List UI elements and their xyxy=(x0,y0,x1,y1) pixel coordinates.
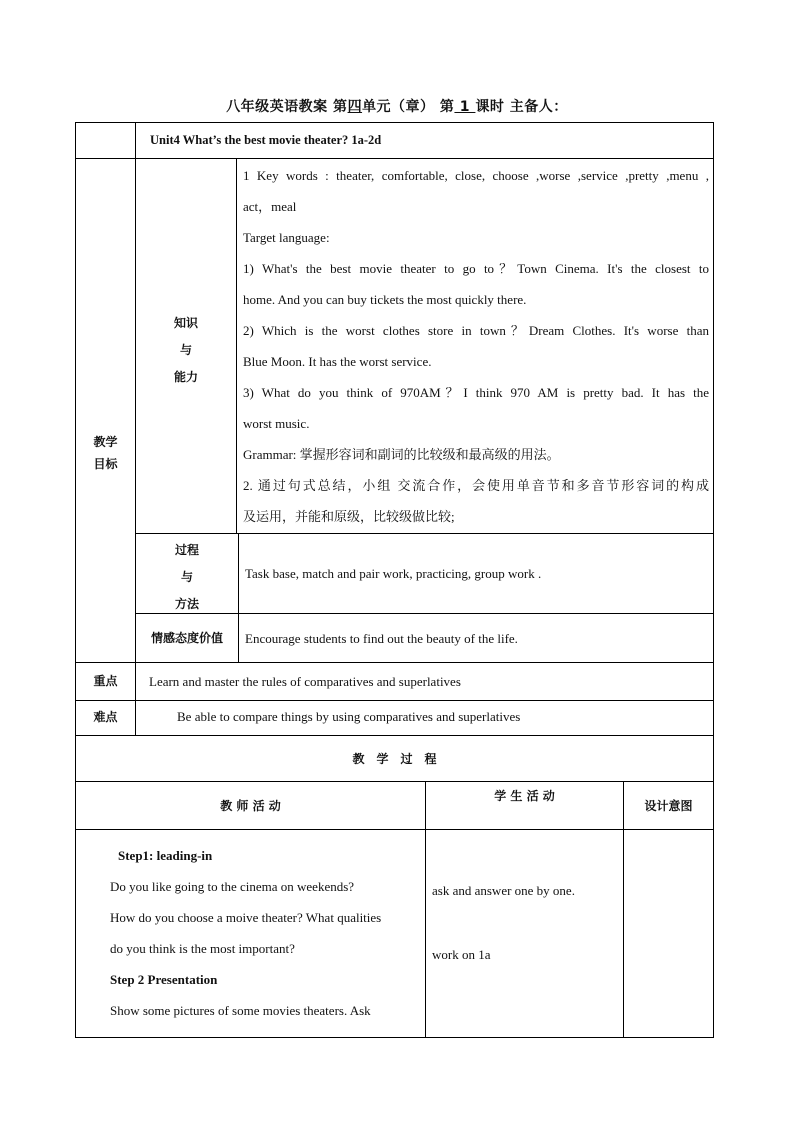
process-method-text: Task base, match and pair work, practicing, group work . xyxy=(245,566,542,581)
knowledge-label-line: 能力 xyxy=(173,370,198,384)
knowledge-content xyxy=(243,160,709,532)
table-border-left xyxy=(75,122,76,1038)
document-header xyxy=(0,96,794,116)
objectives-label-line: 教学 xyxy=(93,435,118,449)
teaching-process-heading: 教 学 过 程 xyxy=(352,752,437,766)
header-unit-number: 四 xyxy=(347,99,363,115)
student-line: work on 1a xyxy=(432,947,491,962)
lesson-title: Unit4 What’s the best movie theater? 1a-2d xyxy=(150,133,382,147)
knowledge-line: 1 Key words : theater, comfortable, close, choose ,worse ,service ,pretty ,menu , xyxy=(243,168,709,183)
knowledge-line: 2) Which is the worst clothes store in town？Dream Clothes. It's worse than xyxy=(243,323,709,338)
table-border-bottom xyxy=(75,1037,714,1038)
step-heading: Step1: leading-in xyxy=(118,848,213,863)
process-label-line: 过程 xyxy=(174,543,199,557)
emotion-values-text: Encourage students to find out the beauty of the life. xyxy=(245,631,518,646)
student-activity-header: 学 生 活 动 xyxy=(494,789,555,803)
knowledge-line: 3) What do you think of 970AM？I think 970 AM is pretty bad. It has the xyxy=(243,385,709,400)
knowledge-ability-label xyxy=(136,310,236,391)
table-rule xyxy=(135,533,714,534)
table-border-top xyxy=(75,122,714,123)
process-method-label xyxy=(136,537,238,618)
header-lesson-number: 1 xyxy=(454,99,476,115)
key-point-label: 重点 xyxy=(93,674,118,688)
table-rule xyxy=(238,533,239,663)
knowledge-label-line: 知识 xyxy=(173,316,198,330)
table-rule xyxy=(75,662,714,663)
teacher-activity-content xyxy=(110,840,420,1026)
knowledge-line: Blue Moon. It has the worst service. xyxy=(243,354,432,369)
teacher-line: Show some pictures of some movies theaters. Ask xyxy=(110,1003,371,1018)
table-rule xyxy=(75,735,714,736)
knowledge-line: act，meal xyxy=(243,199,297,214)
header-lesson-suffix: 课时 主备人： xyxy=(475,99,568,115)
teacher-line: Do you like going to the cinema on weekends? xyxy=(110,879,355,894)
knowledge-line: Target language: xyxy=(243,230,330,245)
header-unit-suffix: 单元（章） 第 xyxy=(362,99,455,115)
knowledge-line: 2. 通过句式总结，小组 交流合作，会使用单音节和多音节形容词的构成 xyxy=(243,478,709,493)
objectives-label-line: 目标 xyxy=(93,457,118,471)
difficult-point-label: 难点 xyxy=(93,710,118,724)
difficult-point-text: Be able to compare things by using comparatives and superlatives xyxy=(177,709,521,724)
design-intent-header: 设计意图 xyxy=(644,799,693,813)
emotion-values-label: 情感态度价值 xyxy=(150,631,223,645)
process-label-line: 方法 xyxy=(174,597,199,611)
key-point-text: Learn and master the rules of comparatives and superlatives xyxy=(149,674,461,689)
teacher-line: How do you choose a moive theater? What qualities xyxy=(110,910,382,925)
knowledge-label-line: 与 xyxy=(179,343,192,357)
knowledge-line: 1) What's the best movie theater to go to？Town Cinema. It's the closest to xyxy=(243,261,709,276)
table-border-right xyxy=(713,122,714,1038)
knowledge-line: home. And you can buy tickets the most quickly there. xyxy=(243,292,527,307)
process-label-line: 与 xyxy=(180,570,193,584)
knowledge-line: 及运用，并能和原级，比较级做比较; xyxy=(243,509,455,524)
step-heading: Step 2 Presentation xyxy=(110,972,218,987)
knowledge-line: Grammar: 掌握形容词和副词的比较级和最高级的用法。 xyxy=(243,447,560,462)
knowledge-line: worst music. xyxy=(243,416,310,431)
header-prefix: 八年级英语教案 第 xyxy=(226,99,348,115)
student-line: ask and answer one by one. xyxy=(432,883,575,898)
objectives-label xyxy=(76,431,135,475)
teacher-line: do you think is the most important? xyxy=(110,941,295,956)
table-rule xyxy=(75,829,714,830)
teacher-activity-header: 教 师 活 动 xyxy=(220,799,281,813)
table-rule xyxy=(425,781,426,1038)
table-rule xyxy=(236,158,237,534)
table-rule xyxy=(75,158,714,159)
